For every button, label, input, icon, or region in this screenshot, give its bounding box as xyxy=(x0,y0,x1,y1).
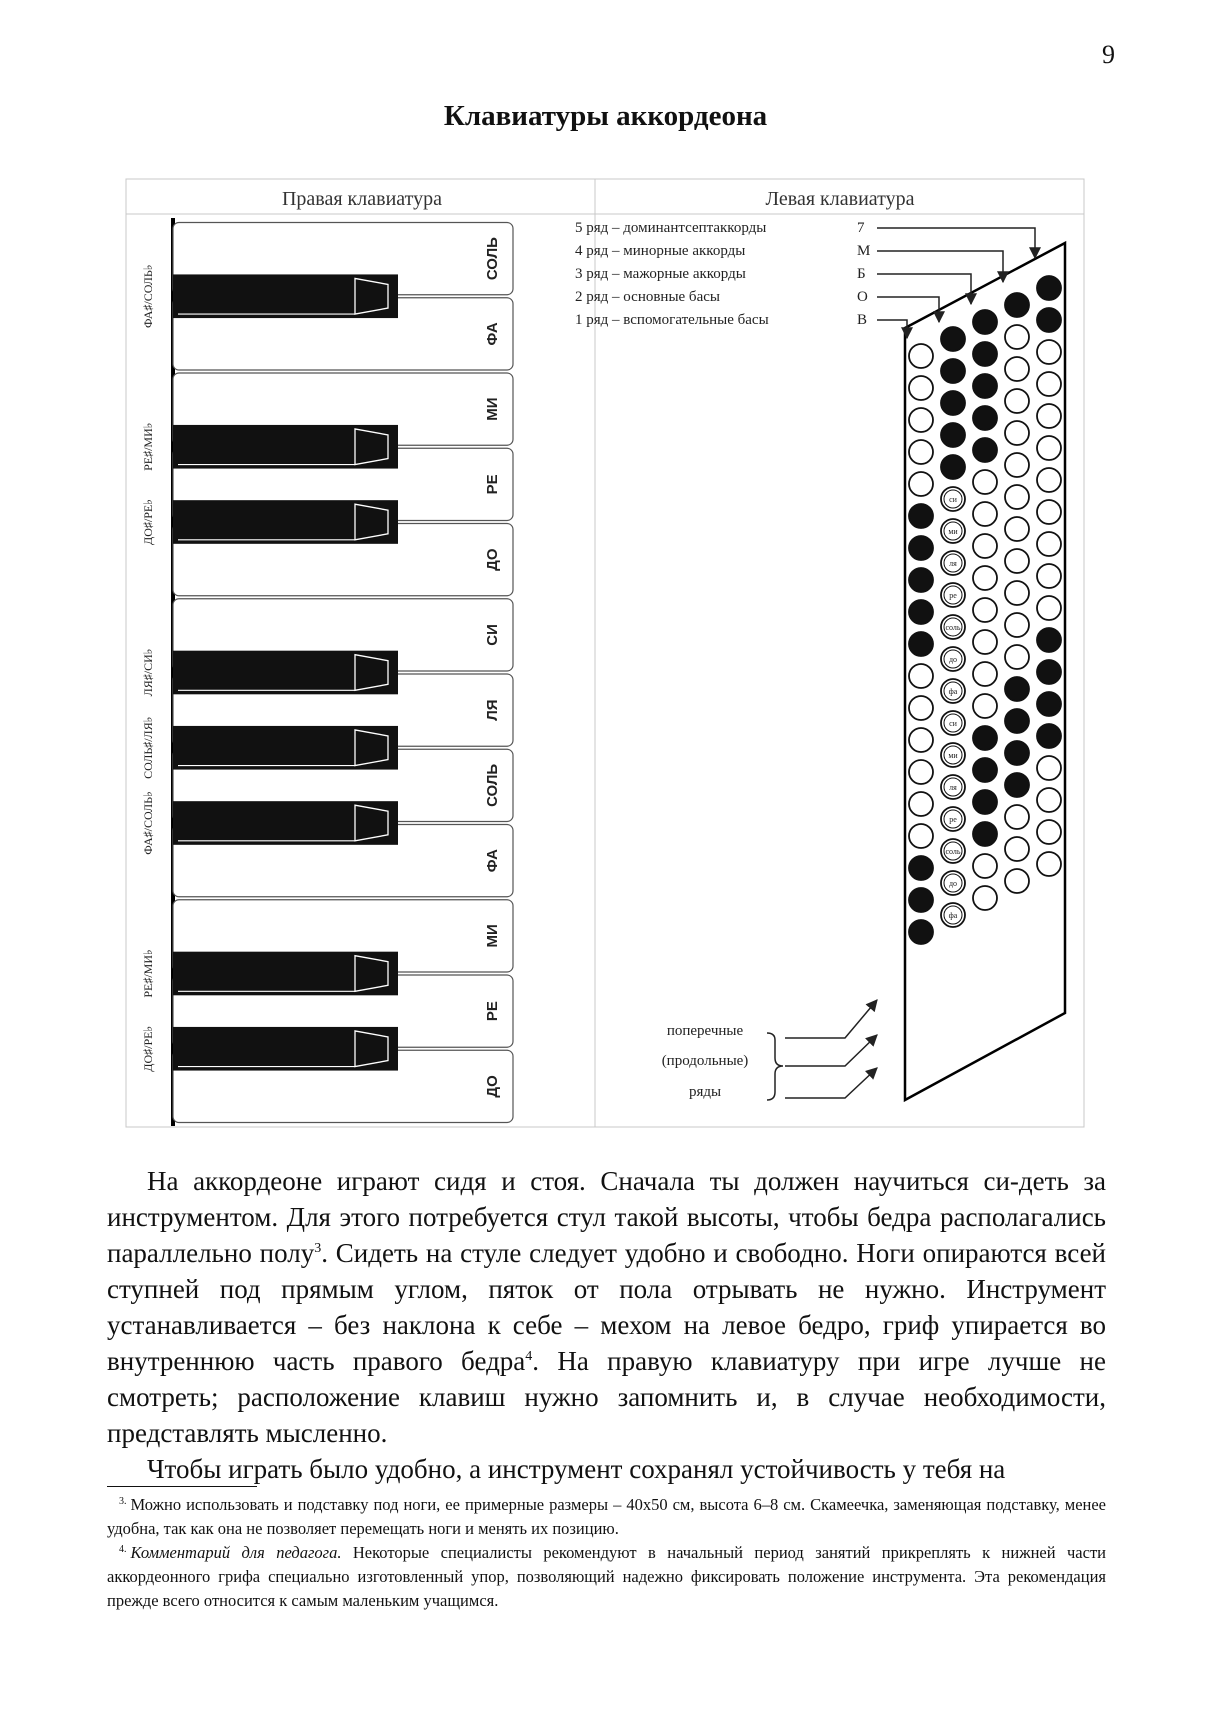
bass-button-dark[interactable] xyxy=(973,758,997,782)
bass-button-label: до xyxy=(948,655,958,664)
black-key[interactable] xyxy=(173,1027,398,1071)
bass-button-dark[interactable] xyxy=(941,423,965,447)
white-key-label: ЛЯ xyxy=(483,699,501,721)
black-key-body xyxy=(173,274,398,318)
row-legend-text: 3 ряд – мажорные аккорды xyxy=(575,266,746,282)
page-number: 9 xyxy=(1102,40,1115,69)
black-key[interactable] xyxy=(173,651,398,695)
bass-button-dark[interactable] xyxy=(973,726,997,750)
white-key-label: СИ xyxy=(483,624,501,646)
bass-button-dark[interactable] xyxy=(1005,677,1029,701)
bass-button-light[interactable] xyxy=(1005,549,1029,573)
black-key-body xyxy=(173,1027,398,1071)
bass-button-light[interactable] xyxy=(909,472,933,496)
bass-button-dark[interactable] xyxy=(1037,724,1061,748)
bass-button-label: фа xyxy=(948,911,958,920)
cross-row-arrow-2 xyxy=(785,1035,877,1066)
bass-button-dark[interactable] xyxy=(1005,709,1029,733)
bass-button-label: ре xyxy=(949,591,957,600)
bass-button-dark[interactable] xyxy=(941,359,965,383)
white-key-label: МИ xyxy=(483,924,501,948)
bass-button-light[interactable] xyxy=(909,376,933,400)
bass-button-label: соль xyxy=(945,847,961,856)
bass-button-dark[interactable] xyxy=(973,374,997,398)
paragraph-1-part-c: . На правую клавиатуру при игре лучше не смотреть; расположение клавиш нужно запомнить и, в случае необходимости, представлять мысленно. xyxy=(107,1346,1106,1448)
bass-button-label: до xyxy=(948,879,958,888)
bass-button-light[interactable] xyxy=(1037,372,1061,396)
bass-button-light[interactable] xyxy=(973,566,997,590)
cross-rows-label-3: ряды xyxy=(688,1084,722,1100)
bass-button-dark[interactable] xyxy=(973,790,997,814)
row-legend xyxy=(575,220,870,328)
black-key-label: ФА♯/СОЛЬ♭ xyxy=(140,264,155,328)
bass-button-light[interactable] xyxy=(1005,421,1029,445)
bass-button-light[interactable] xyxy=(1005,837,1029,861)
footnote-rule xyxy=(107,1486,257,1487)
bass-button-light[interactable] xyxy=(909,824,933,848)
bass-button-dark[interactable] xyxy=(909,536,933,560)
bass-button-light[interactable] xyxy=(973,662,997,686)
bass-button-dark[interactable] xyxy=(1005,773,1029,797)
footnote-4 xyxy=(107,1541,1106,1613)
paragraph-1 xyxy=(107,1163,1106,1451)
bass-button-light[interactable] xyxy=(1037,596,1061,620)
black-key[interactable] xyxy=(173,952,398,996)
black-key-body xyxy=(173,425,398,469)
bass-button-dark[interactable] xyxy=(909,568,933,592)
bass-button-dark[interactable] xyxy=(973,406,997,430)
bass-button-label: ля xyxy=(949,559,957,568)
black-key-body xyxy=(173,651,398,695)
bass-button-label: фа xyxy=(948,687,958,696)
bass-button-light[interactable] xyxy=(909,792,933,816)
bass-button-light[interactable] xyxy=(973,502,997,526)
bass-button-light[interactable] xyxy=(973,598,997,622)
accordion-keyboards-figure xyxy=(125,178,1085,1128)
footnotes xyxy=(107,1493,1106,1613)
bass-button-light[interactable] xyxy=(1005,325,1029,349)
cross-row-arrow-1 xyxy=(785,1000,877,1038)
bass-button-light[interactable] xyxy=(1005,869,1029,893)
bass-button-light[interactable] xyxy=(973,470,997,494)
row-legend-code: О xyxy=(857,289,868,305)
black-key-body xyxy=(173,726,398,770)
bass-button-light[interactable] xyxy=(1037,340,1061,364)
footnote-4-number: 4. xyxy=(119,1543,127,1555)
row-legend-code: 7 xyxy=(857,220,865,236)
bass-button-dark[interactable] xyxy=(1005,293,1029,317)
black-key-label: ЛЯ♯/СИ♭ xyxy=(140,648,155,697)
white-key-label: МИ xyxy=(483,397,501,421)
bass-button-light[interactable] xyxy=(973,630,997,654)
bass-button-dark[interactable] xyxy=(973,342,997,366)
paragraph-1-part-b: . Сидеть на стуле следует удобно и свободно. Ноги опираются всей ступней под прямым углом, пяток от пола отрывать не нужно. Инструмент устанавливается – без наклона к себе – мехом на левое бедро, гриф упирается во внутреннюю часть правого бедра xyxy=(107,1238,1106,1376)
bass-button-light[interactable] xyxy=(1037,468,1061,492)
bass-button-light[interactable] xyxy=(1037,532,1061,556)
cross-rows-brace xyxy=(767,1033,783,1100)
black-key-label: ДО♯/РЕ♭ xyxy=(140,1025,155,1072)
bass-button-label: си xyxy=(949,719,957,728)
white-key-label: ФА xyxy=(483,322,501,346)
bass-button-light[interactable] xyxy=(909,696,933,720)
row-legend-text: 4 ряд – минорные аккорды xyxy=(575,243,746,259)
bass-button-dark[interactable] xyxy=(1037,692,1061,716)
bass-button-light[interactable] xyxy=(909,408,933,432)
bass-button-dark[interactable] xyxy=(909,888,933,912)
page-title: Клавиатуры аккордеона xyxy=(443,100,768,132)
bass-button-light[interactable] xyxy=(973,854,997,878)
piano-keyboard xyxy=(141,218,513,1126)
right-keyboard-header: Правая клавиатура xyxy=(281,188,443,210)
bass-button-light[interactable] xyxy=(909,760,933,784)
bass-button-dark[interactable] xyxy=(909,920,933,944)
white-key-label: СОЛЬ xyxy=(483,763,501,807)
bass-button-light[interactable] xyxy=(1037,820,1061,844)
body-text xyxy=(107,1163,1106,1487)
black-key[interactable] xyxy=(173,500,398,544)
bass-button-light[interactable] xyxy=(909,728,933,752)
bass-button-dark[interactable] xyxy=(909,856,933,880)
bass-button-dark[interactable] xyxy=(909,632,933,656)
bass-button-dark[interactable] xyxy=(973,822,997,846)
paragraph-1-part-a: На аккордеоне играют сидя и стоя. Сначала ты должен научиться си-деть за инструментом. Для этого потребуется стул такой высоты, чтобы бедра располагались параллельно полу xyxy=(107,1166,1106,1268)
bass-button-dark[interactable] xyxy=(1037,660,1061,684)
bass-button-dark[interactable] xyxy=(973,310,997,334)
bass-button-label: ми xyxy=(948,751,958,760)
bass-button-dark[interactable] xyxy=(909,504,933,528)
bass-button-light[interactable] xyxy=(1005,613,1029,637)
black-key-label: ДО♯/РЕ♭ xyxy=(140,499,155,545)
row-legend-text: 2 ряд – основные басы xyxy=(575,289,720,305)
bass-button-light[interactable] xyxy=(909,344,933,368)
cross-rows-label-1: поперечные xyxy=(666,1023,744,1039)
black-key-label: СОЛЬ♯/ЛЯ♭ xyxy=(140,716,155,779)
bass-button-dark[interactable] xyxy=(1037,276,1061,300)
footnote-4-text: Некоторые специалисты рекомендуют в начальный период занятий прикреплять к нижней части аккордеонного грифа специально изготовленный упор, позволяющий надежно фиксировать положение инструмента. Эта рекомендация прежде всего относится к самым маленьким учащимся. xyxy=(107,1543,1106,1610)
bass-button-light[interactable] xyxy=(1005,389,1029,413)
black-key[interactable] xyxy=(173,274,398,318)
row-legend-code: В xyxy=(857,312,868,328)
bass-button-light[interactable] xyxy=(973,886,997,910)
bass-button-light[interactable] xyxy=(1037,436,1061,460)
bass-button-label: ре xyxy=(949,815,957,824)
footnote-ref-4[interactable]: 4 xyxy=(525,1349,533,1364)
bass-button-dark[interactable] xyxy=(941,391,965,415)
black-key-body xyxy=(173,952,398,996)
black-key[interactable] xyxy=(173,801,398,845)
black-key-label: ФА♯/СОЛЬ♭ xyxy=(140,791,155,855)
bass-button-label: ля xyxy=(949,783,957,792)
bass-button-light[interactable] xyxy=(1005,453,1029,477)
row-legend-text: 1 ряд – вспомогательные басы xyxy=(575,312,769,328)
bass-button-light[interactable] xyxy=(1005,645,1029,669)
black-key-body xyxy=(173,500,398,544)
bass-button-light[interactable] xyxy=(1005,581,1029,605)
bass-button-label: ми xyxy=(948,527,958,536)
row-legend-code: Б xyxy=(857,266,866,282)
legend-arrow-4 xyxy=(877,251,1003,282)
bass-button-light[interactable] xyxy=(1005,485,1029,509)
footnote-3-number: 3. xyxy=(119,1495,127,1507)
black-key-body xyxy=(173,801,398,845)
black-key-label: РЕ♯/МИ♭ xyxy=(140,949,155,998)
white-key-label: ФА xyxy=(483,848,501,873)
black-key-label: РЕ♯/МИ♭ xyxy=(140,422,155,471)
black-key[interactable] xyxy=(173,425,398,469)
bass-button-dark[interactable] xyxy=(941,455,965,479)
bass-button-dark[interactable] xyxy=(1037,628,1061,652)
bass-button-light[interactable] xyxy=(1037,404,1061,428)
footnote-4-emphasis: Комментарий для педагога. xyxy=(130,1543,342,1562)
legend-arrow-1 xyxy=(877,320,907,338)
white-key-label: СОЛЬ xyxy=(483,237,501,281)
bass-button-label: си xyxy=(949,495,957,504)
white-key-label: РЕ xyxy=(483,474,501,495)
bass-button-light[interactable] xyxy=(973,694,997,718)
legend-arrow-5 xyxy=(877,228,1035,258)
bass-button-light[interactable] xyxy=(1037,852,1061,876)
black-key[interactable] xyxy=(173,726,398,770)
white-key-label: ДО xyxy=(483,548,501,571)
bass-button-dark[interactable] xyxy=(941,327,965,351)
bass-button-light[interactable] xyxy=(1037,756,1061,780)
bass-button-light[interactable] xyxy=(909,440,933,464)
cross-row-arrow-3 xyxy=(785,1068,877,1098)
footnote-3 xyxy=(107,1493,1106,1541)
bass-button-light[interactable] xyxy=(1005,805,1029,829)
bass-button-light[interactable] xyxy=(1037,564,1061,588)
left-keyboard-header: Левая клавиатура xyxy=(765,188,915,210)
row-legend-code: М xyxy=(857,243,871,259)
white-key-label: ДО xyxy=(483,1075,501,1098)
bass-button-light[interactable] xyxy=(1005,357,1029,381)
bass-button-dark[interactable] xyxy=(1037,308,1061,332)
bass-button-label: соль xyxy=(945,623,961,632)
paragraph-2: Чтобы играть было удобно, а инструмент сохранял устойчивость у тебя на xyxy=(147,1454,1006,1484)
bass-button-light[interactable] xyxy=(1005,517,1029,541)
bass-button-dark[interactable] xyxy=(1005,741,1029,765)
row-legend-text: 5 ряд – доминантсептаккорды xyxy=(575,220,767,236)
white-key-label: РЕ xyxy=(483,1001,501,1022)
bass-button-dark[interactable] xyxy=(909,600,933,624)
bass-button-light[interactable] xyxy=(909,664,933,688)
bass-button-dark[interactable] xyxy=(973,438,997,462)
footnote-3-text: Можно использовать и подставку под ноги, ее примерные размеры – 40х50 см, высота 6–8 см. Скамеечка, заменяющая подставку, менее удобна, так как она не позволяет перемещать ноги и менять их позицию. xyxy=(107,1495,1106,1538)
bass-button-light[interactable] xyxy=(1037,500,1061,524)
cross-rows-label-2: (продольные) xyxy=(661,1053,749,1069)
footnote-ref-3[interactable]: 3 xyxy=(314,1241,322,1256)
bass-button-light[interactable] xyxy=(1037,788,1061,812)
bass-button-light[interactable] xyxy=(973,534,997,558)
